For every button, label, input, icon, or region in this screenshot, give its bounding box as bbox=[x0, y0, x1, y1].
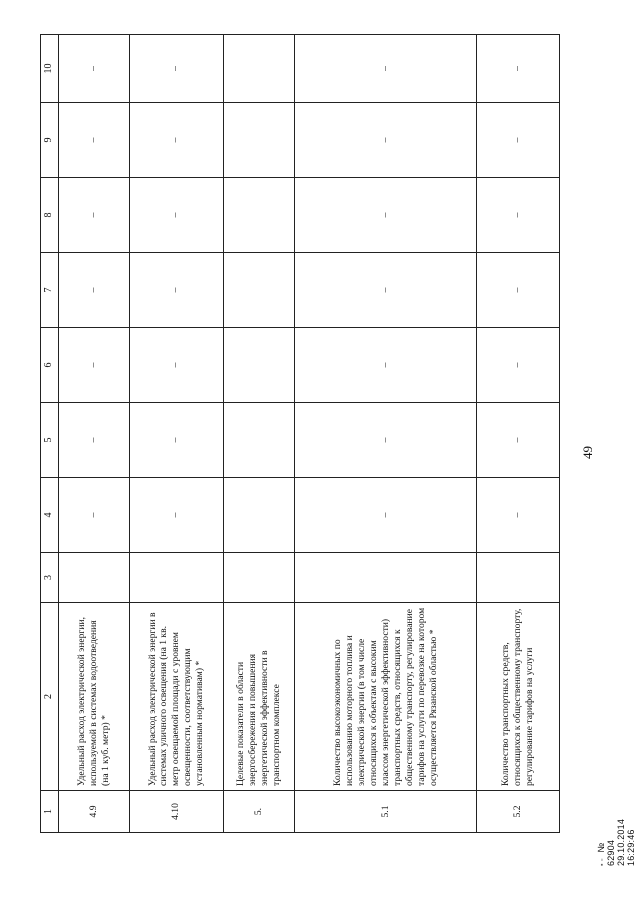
table-row bbox=[58, 35, 130, 833]
indicator-value: – bbox=[477, 478, 560, 553]
indicator-value: – bbox=[130, 478, 224, 553]
table-row bbox=[223, 35, 295, 833]
table-row bbox=[130, 35, 224, 833]
indicator-value: – bbox=[130, 35, 224, 103]
indicator-name: Целевые показатели в области энергосбережения и повышения энергетической эффективности в транспортном комплексе bbox=[223, 603, 295, 791]
indicator-value: – bbox=[295, 478, 477, 553]
indicator-value: – bbox=[477, 103, 560, 178]
row-number: 5. bbox=[223, 791, 295, 833]
indicator-value: – bbox=[58, 328, 130, 403]
indicator-value: – bbox=[130, 403, 224, 478]
indicator-value: – bbox=[295, 328, 477, 403]
indicator-value: – bbox=[477, 253, 560, 328]
indicators-table bbox=[40, 34, 560, 833]
indicator-value: – bbox=[477, 35, 560, 103]
column-header: 7 bbox=[41, 253, 59, 328]
indicator-value: – bbox=[58, 35, 130, 103]
indicator-value: – bbox=[477, 403, 560, 478]
header-row bbox=[41, 35, 59, 833]
indicator-value: – bbox=[295, 253, 477, 328]
indicator-value bbox=[223, 478, 295, 553]
indicator-name: Удельный расход электрической энергии в системах уличного освещения (на 1 кв. метр освещаемой площади с уровнем освещенности, соответствующим установленным нормативам) * bbox=[130, 603, 224, 791]
indicator-value: – bbox=[130, 328, 224, 403]
indicator-value bbox=[295, 553, 477, 603]
indicator-name: Количество транспортных средств, относящихся к общественному транспорту, регулирование тарифов на услуги bbox=[477, 603, 560, 791]
indicator-value bbox=[223, 103, 295, 178]
table-row bbox=[295, 35, 477, 833]
indicator-value: – bbox=[295, 403, 477, 478]
indicator-value: – bbox=[58, 178, 130, 253]
indicator-value: – bbox=[295, 103, 477, 178]
indicator-value bbox=[223, 253, 295, 328]
indicator-value: – bbox=[477, 178, 560, 253]
indicator-value: – bbox=[295, 35, 477, 103]
column-header: 9 bbox=[41, 103, 59, 178]
indicator-value bbox=[223, 178, 295, 253]
indicator-value bbox=[223, 35, 295, 103]
stamp-mark: ▪ ▫ bbox=[599, 858, 606, 866]
column-header: 8 bbox=[41, 178, 59, 253]
indicator-value bbox=[223, 328, 295, 403]
column-header: 1 bbox=[41, 791, 59, 833]
indicator-value bbox=[477, 553, 560, 603]
document-stamp bbox=[596, 819, 636, 866]
row-number: 5.2 bbox=[477, 791, 560, 833]
column-header: 2 bbox=[41, 603, 59, 791]
column-header: 6 bbox=[41, 328, 59, 403]
indicator-value bbox=[223, 403, 295, 478]
indicator-value bbox=[130, 553, 224, 603]
indicator-value: – bbox=[130, 178, 224, 253]
indicator-value: – bbox=[295, 178, 477, 253]
document-reference: № 62904 29.10.2014 16:29:46 bbox=[596, 818, 636, 866]
indicator-value: – bbox=[130, 253, 224, 328]
indicator-name: Количество высокоэкономичных по использованию моторного топлива и электрической энергии (в том числе относящихся к объектам с высоким классом энергетической эффективности) транспортных средств, относящихся к общественному транспорту, регулирование тарифов на услуги по перевозке на котором осуществляется Рязанской областью * bbox=[295, 603, 477, 791]
indicator-value: – bbox=[58, 478, 130, 553]
indicator-value: – bbox=[58, 253, 130, 328]
indicator-value: – bbox=[58, 103, 130, 178]
column-header: 3 bbox=[41, 553, 59, 603]
indicator-value: – bbox=[130, 103, 224, 178]
column-header: 5 bbox=[41, 403, 59, 478]
indicator-value: – bbox=[58, 403, 130, 478]
row-number: 4.9 bbox=[58, 791, 130, 833]
column-header: 4 bbox=[41, 478, 59, 553]
row-number: 5.1 bbox=[295, 791, 477, 833]
column-header: 10 bbox=[41, 35, 59, 103]
page-number: 49 bbox=[580, 446, 595, 459]
table-row bbox=[477, 35, 560, 833]
indicator-name: Удельный расход электрической энергии, используемой в системах водоотведения (на 1 куб. метр) * bbox=[58, 603, 130, 791]
row-number: 4.10 bbox=[130, 791, 224, 833]
indicator-value bbox=[58, 553, 130, 603]
indicator-value bbox=[223, 553, 295, 603]
indicator-value: – bbox=[477, 328, 560, 403]
